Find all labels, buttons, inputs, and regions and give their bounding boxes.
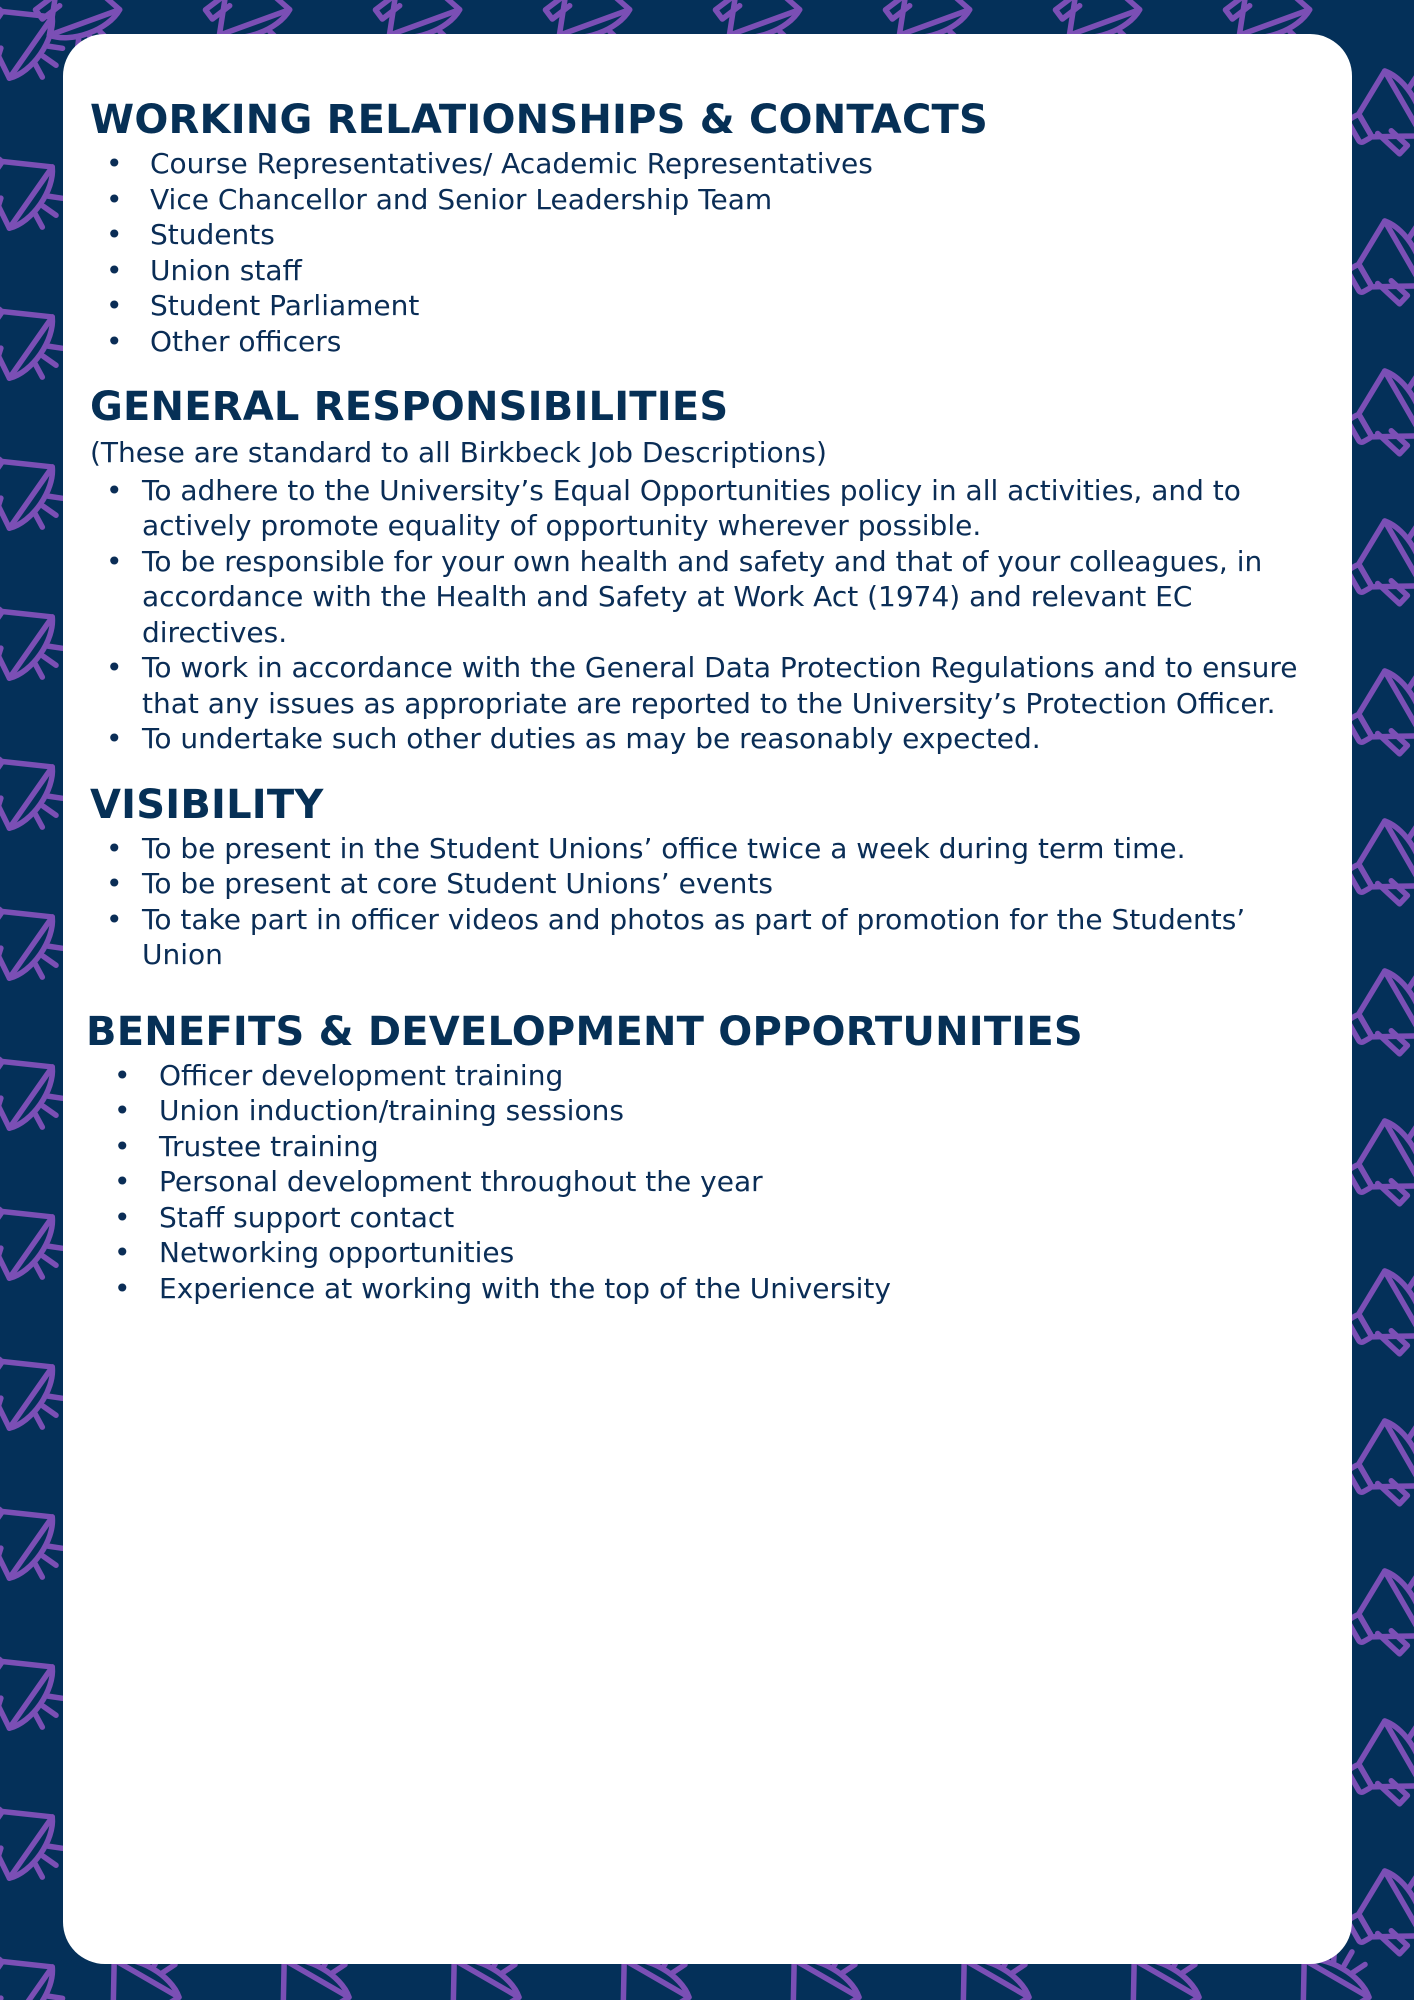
megaphone-icon xyxy=(0,1934,77,2000)
list-item: • To work in accordance with the General Data Protection Regulations and to ensure that any issues as appropriate are reported to the University’s Protection Officer. xyxy=(90,650,1328,721)
list-item: • Networking opportunities xyxy=(90,1235,1328,1271)
visibility-heading: VISIBILITY xyxy=(90,781,324,828)
list-item: • To take part in officer videos and photos as part of promotion for the Students’ Union xyxy=(90,902,1328,973)
list-item: • To undertake such other duties as may be reasonably expected. xyxy=(90,721,1328,757)
list-item: • Course Representatives/ Academic Representatives xyxy=(90,146,1328,182)
document-card xyxy=(63,34,1352,1964)
working-relationships-list xyxy=(90,146,1328,359)
list-item: • Union staff xyxy=(90,253,1328,289)
general-responsibilities-list xyxy=(90,473,1328,757)
list-item: • To be responsible for your own health and safety and that of your colleagues, in accordance with the Health and Safety at Work Act (1974) and relevant EC directives. xyxy=(90,544,1328,651)
list-item: • Experience at working with the top of the University xyxy=(90,1271,1328,1307)
benefits-list xyxy=(90,1058,1328,1307)
working-relationships-heading: WORKING RELATIONSHIPS & CONTACTS xyxy=(90,97,989,143)
list-item: • Students xyxy=(90,217,1328,253)
list-item: • To adhere to the University’s Equal Opportunities policy in all activities, and to actively promote equality of opportunity wherever possible. xyxy=(90,473,1328,544)
list-item: • Staff support contact xyxy=(90,1200,1328,1236)
benefits-heading: BENEFITS & DEVELOPMENT OPPORTUNITIES xyxy=(86,1008,1083,1055)
visibility-list xyxy=(90,831,1328,973)
list-item: • Personal development throughout the year xyxy=(90,1164,1328,1200)
general-responsibilities-note: (These are standard to all Birkbeck Job Descriptions) xyxy=(90,436,827,469)
list-item: • Officer development training xyxy=(90,1058,1328,1094)
list-item: • To be present in the Student Unions’ office twice a week during term time. xyxy=(90,831,1328,867)
list-item: • Other officers xyxy=(90,324,1328,360)
list-item: • Union induction/training sessions xyxy=(90,1093,1328,1129)
list-item: • Student Parliament xyxy=(90,288,1328,324)
list-item: • Vice Chancellor and Senior Leadership Team xyxy=(90,182,1328,218)
general-responsibilities-heading: GENERAL RESPONSIBILITIES xyxy=(90,384,729,430)
list-item: • Trustee training xyxy=(90,1129,1328,1165)
list-item: • To be present at core Student Unions’ events xyxy=(90,866,1328,902)
